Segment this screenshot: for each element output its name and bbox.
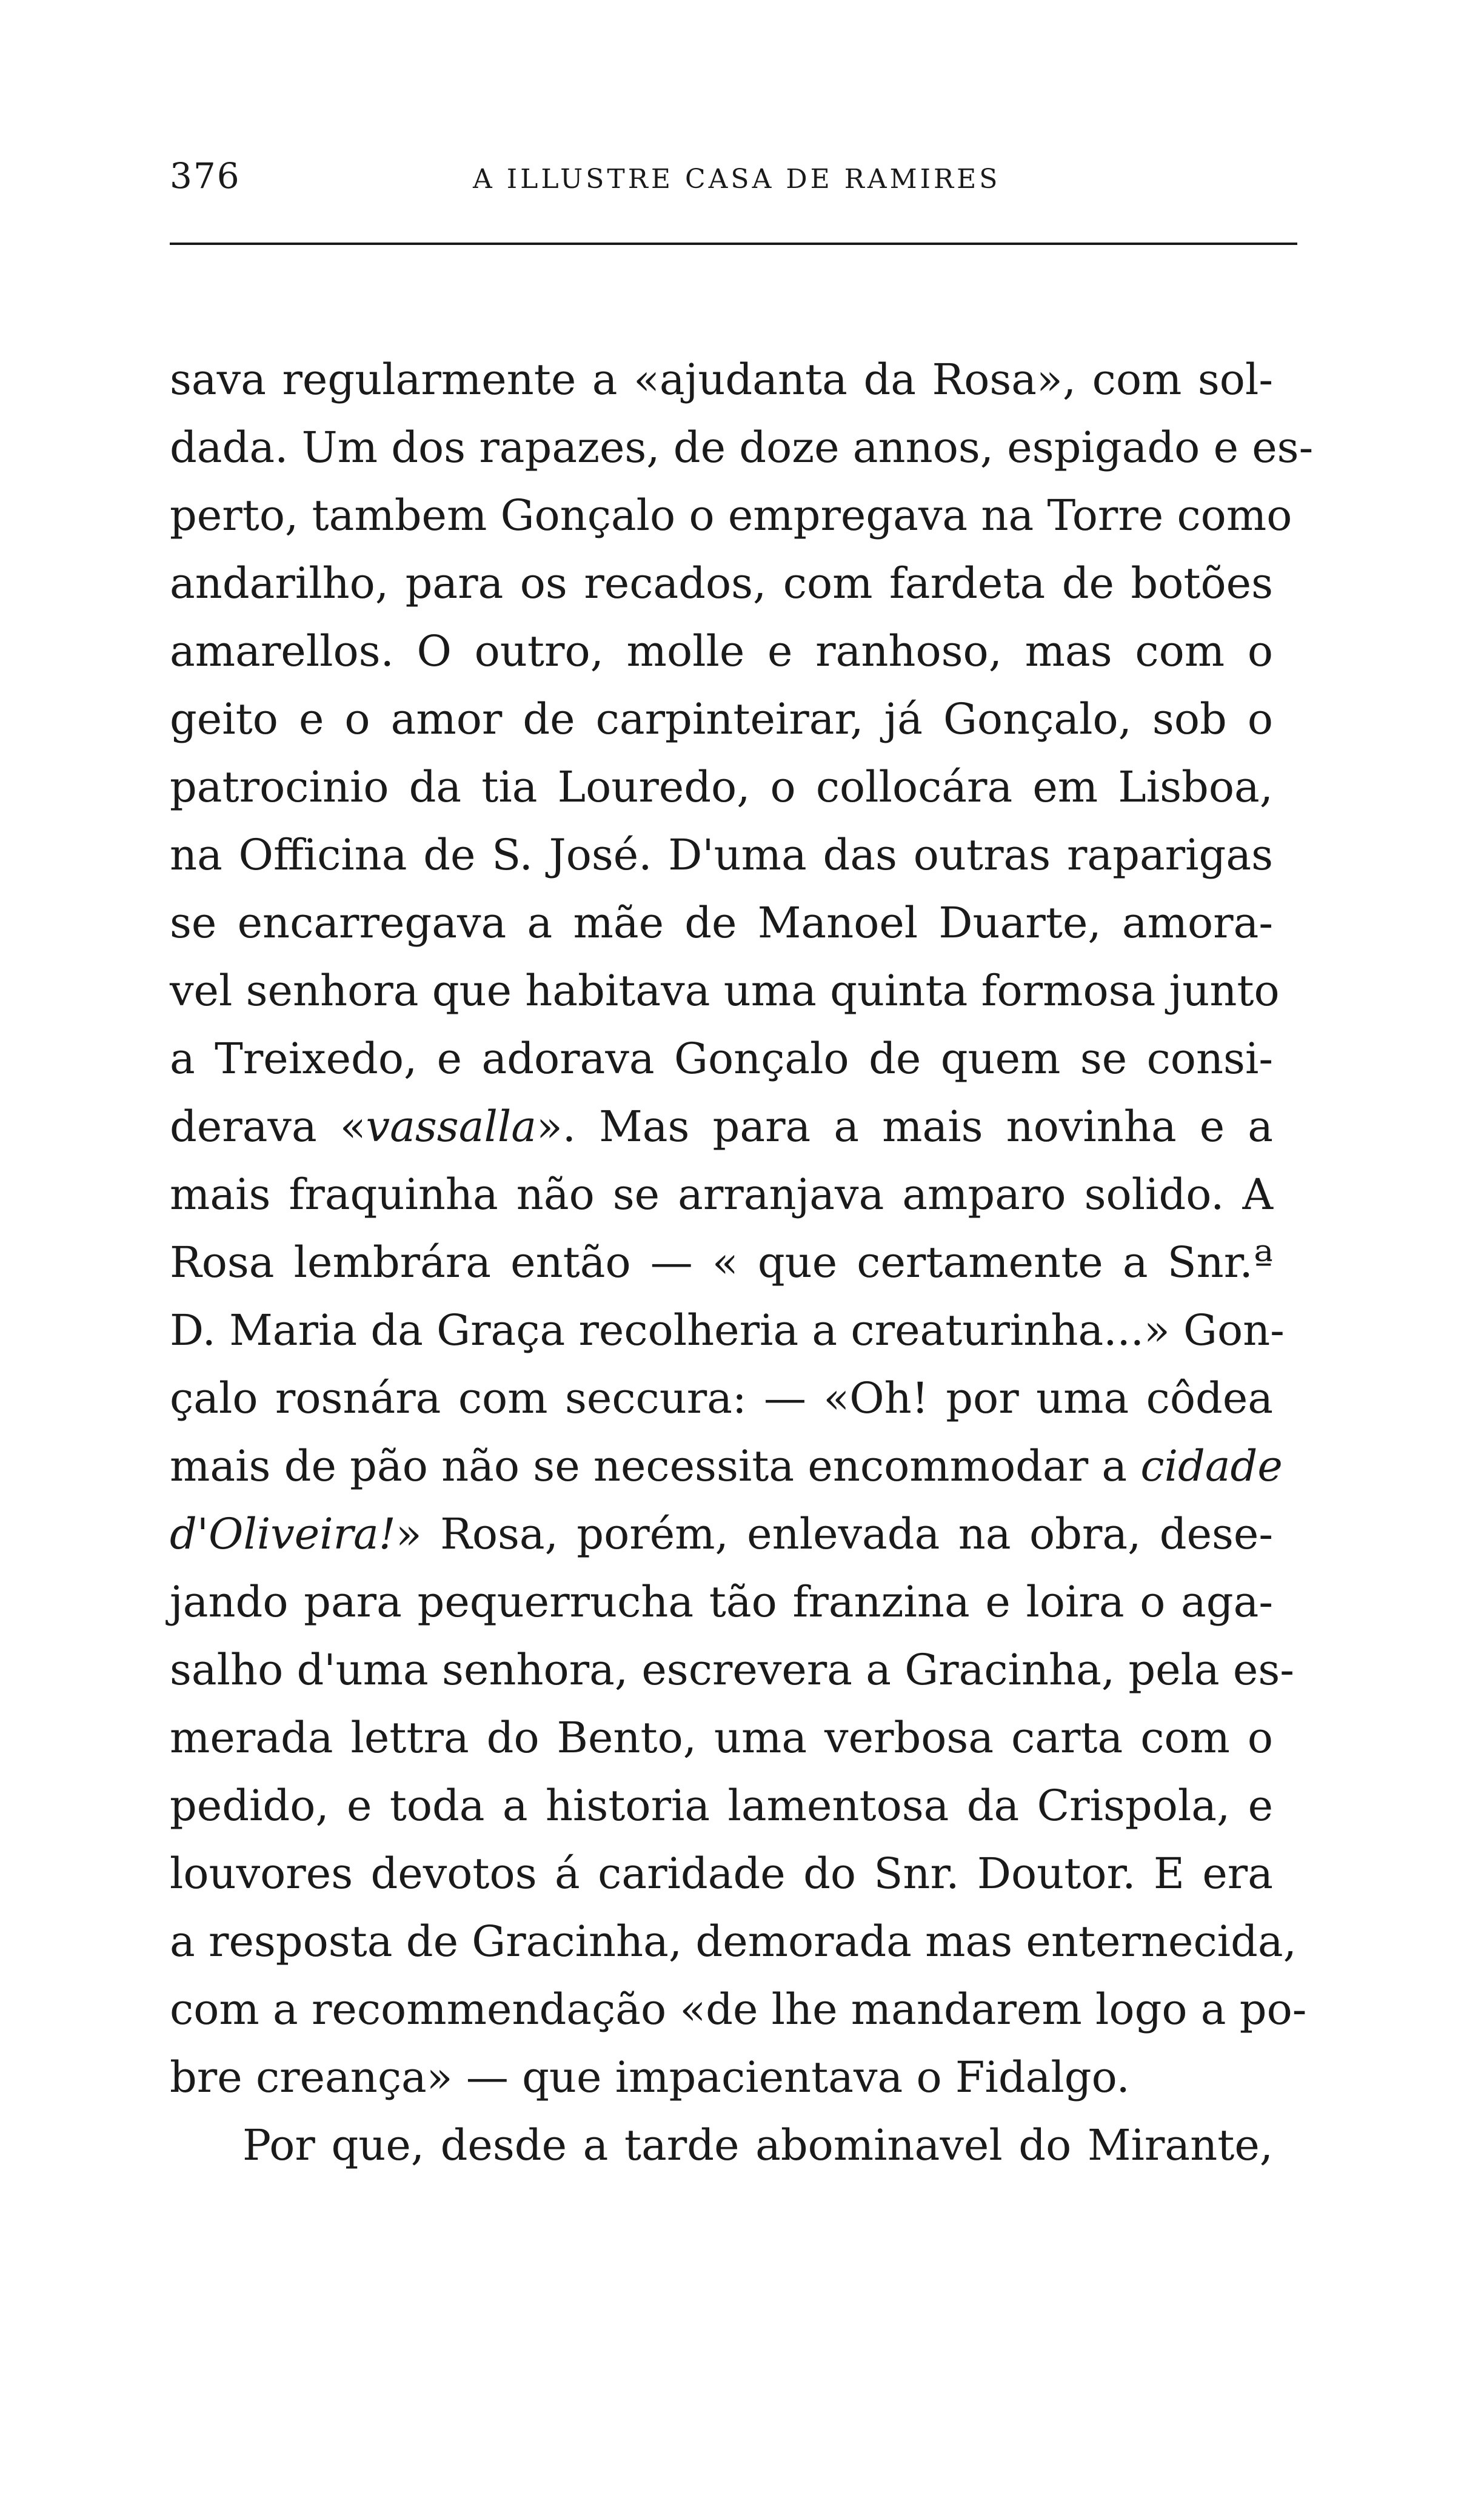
text-line: salho d'uma senhora, escrevera a Gracinha, pela es- bbox=[170, 1645, 1294, 1695]
text-line bbox=[170, 1432, 1283, 1500]
text-line: dada. Um dos rapazes, de doze annos, espigado e es- bbox=[170, 423, 1314, 472]
text-line: mais fraquinha não se arranjava amparo solido. A bbox=[170, 1170, 1273, 1219]
text-line: vel senhora que habitava uma quinta formosa junto bbox=[170, 966, 1280, 1016]
text-line: amarellos. O outro, molle e ranhoso, mas com o bbox=[170, 626, 1273, 676]
page-header bbox=[170, 152, 1273, 200]
text-line: com a recommendação «de lhe mandarem logo a po- bbox=[170, 1985, 1307, 2034]
text-segment: derava « bbox=[170, 1102, 366, 1151]
text-line: geito e o amor de carpinteirar, já Gonçalo, sob o bbox=[170, 694, 1273, 744]
text-line bbox=[170, 1500, 1273, 1568]
text-line: bre creança» — que impacientava o Fidalgo. bbox=[170, 2052, 1130, 2102]
text-line bbox=[170, 1093, 1273, 1161]
text-line: Rosa lembrára então — « que certamente a Snr.ª bbox=[170, 1238, 1273, 1287]
text-line: jando para pequerrucha tão franzina e loira o aga- bbox=[170, 1577, 1273, 1627]
text-line: louvores devotos á caridade do Snr. Doutor. E era bbox=[170, 1849, 1273, 1898]
text-segment: » Rosa, porém, enlevada na obra, dese- bbox=[395, 1509, 1273, 1559]
text-line: perto, tambem Gonçalo o empregava na Torre como bbox=[170, 491, 1292, 540]
paragraph-start-line: Por que, desde a tarde abominavel do Mirante, bbox=[242, 2120, 1273, 2170]
italic-text: d'Oliveira! bbox=[170, 1509, 396, 1559]
italic-text: cidade bbox=[1140, 1441, 1283, 1491]
header-rule bbox=[170, 243, 1297, 245]
text-line: D. Maria da Graça recolheria a creaturinha...» Gon- bbox=[170, 1305, 1285, 1355]
text-line: andarilho, para os recados, com fardeta de botões bbox=[170, 558, 1273, 608]
body-text bbox=[170, 346, 1314, 2179]
text-line: sava regularmente a «ajudanta da Rosa», com sol- bbox=[170, 355, 1273, 404]
text-line: a Treixedo, e adorava Gonçalo de quem se consi- bbox=[170, 1034, 1273, 1084]
text-segment: mais de pão não se necessita encommodar a bbox=[170, 1441, 1141, 1491]
text-line: se encarregava a mãe de Manoel Duarte, amora- bbox=[170, 898, 1273, 948]
text-line: çalo rosnára com seccura: — «Oh! por uma côdea bbox=[170, 1373, 1273, 1423]
running-title: A ILLUSTRE CASA DE RAMIRES bbox=[473, 164, 1001, 195]
text-line: a resposta de Gracinha, demorada mas enternecida, bbox=[170, 1917, 1297, 1966]
text-line: merada lettra do Bento, uma verbosa carta com o bbox=[170, 1713, 1273, 1763]
text-line: patrocinio da tia Louredo, o collocára em Lisboa, bbox=[170, 762, 1273, 812]
text-segment: ». Mas para a mais novinha e a bbox=[536, 1102, 1273, 1151]
italic-text: vassalla bbox=[366, 1102, 536, 1151]
text-line: na Officina de S. José. D'uma das outras raparigas bbox=[170, 830, 1273, 880]
page-number: 376 bbox=[170, 155, 241, 196]
text-line: pedido, e toda a historia lamentosa da Crispola, e bbox=[170, 1781, 1273, 1831]
